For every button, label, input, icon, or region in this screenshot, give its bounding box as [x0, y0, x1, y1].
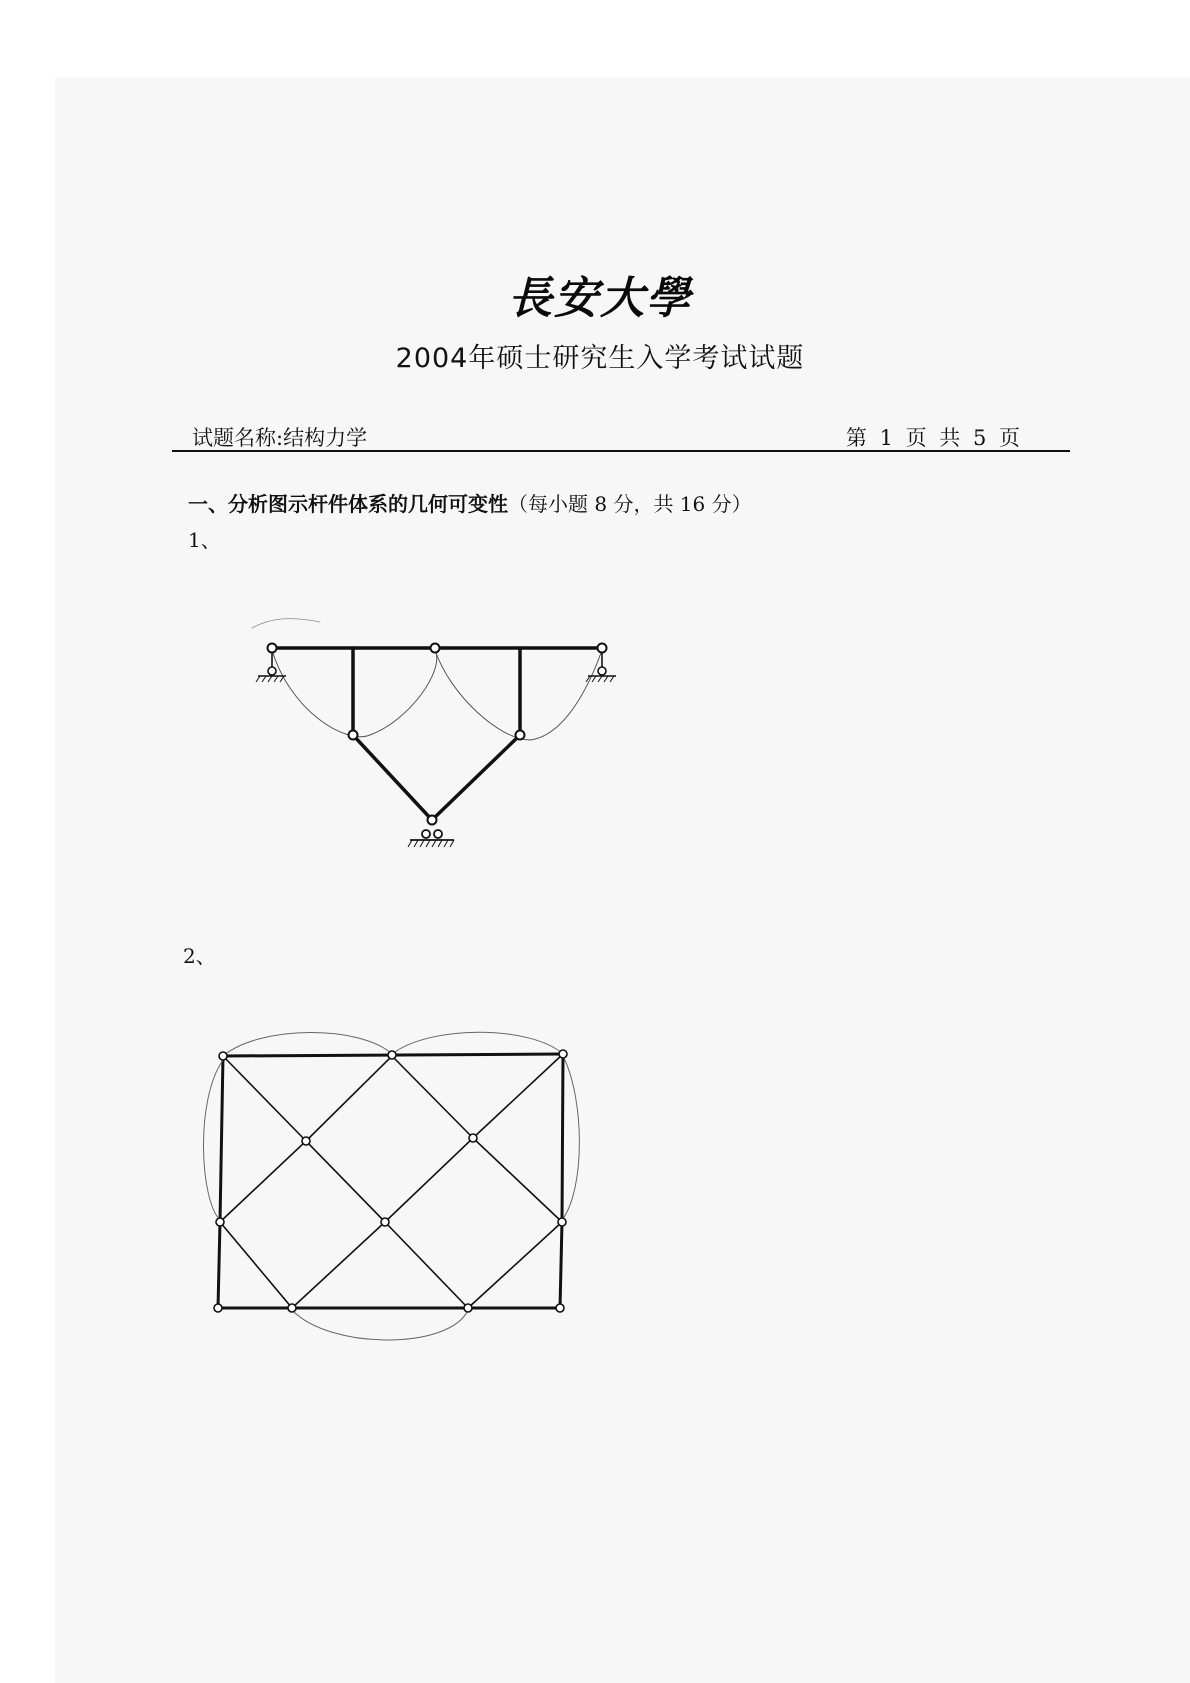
figure-2-lattice [190, 1020, 590, 1350]
university-logo-text: 長安大學 [508, 273, 692, 324]
page-number: 第 1 页 共 5 页 [845, 426, 1020, 450]
exam-title: 2004年硕士研究生入学考试试题 [395, 343, 805, 374]
question-2-label: 2、 [183, 944, 216, 968]
subject-label: 试题名称:结构力学 [192, 426, 368, 450]
section-heading [188, 488, 752, 517]
section-heading-title: 一、分析图示杆件体系的几何可变性 [188, 492, 508, 516]
question-1-label: 1、 [188, 528, 221, 552]
section-heading-note: （每小题 8 分，共 16 分） [508, 492, 752, 516]
header-rule [172, 450, 1070, 452]
figure-1-truss [250, 610, 620, 860]
